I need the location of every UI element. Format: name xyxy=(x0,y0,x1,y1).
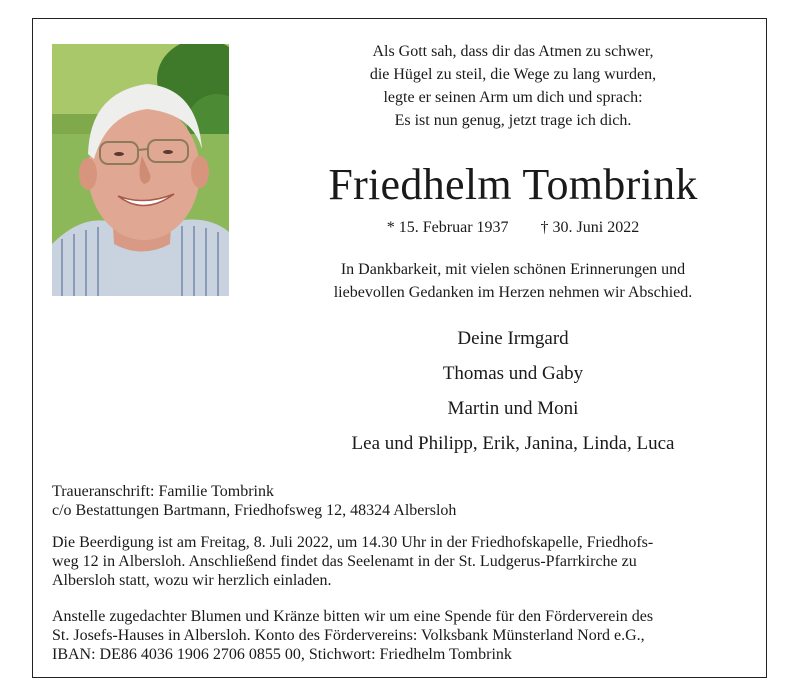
farewell-line: liebevollen Gedanken im Herzen nehmen wir Abschied. xyxy=(333,284,693,301)
funeral-line: Die Beerdigung ist am Freitag, 8. Juli 2022, um 14.30 Uhr in der Friedhofskapelle, Friedhofs- xyxy=(52,534,654,551)
poem-line: die Hügel zu steil, die Wege zu lang wurden, xyxy=(369,66,657,83)
farewell-line: In Dankbarkeit, mit vielen schönen Erinnerungen und xyxy=(340,261,686,278)
poem-line: Es ist nun genug, jetzt trage ich dich. xyxy=(394,112,632,129)
farewell-text xyxy=(270,258,756,304)
deceased-name: Friedhelm Tombrink xyxy=(328,160,698,209)
funeral-notice xyxy=(52,533,748,590)
funeral-line: Albersloh statt, wozu wir herzlich einladen. xyxy=(52,572,332,589)
donation-request xyxy=(52,607,748,664)
mourner-line: Thomas und Gaby xyxy=(442,363,584,384)
mourning-address xyxy=(52,482,748,520)
portrait-photo xyxy=(52,44,229,296)
mourner-line: Martin und Moni xyxy=(447,398,579,419)
address-line: c/o Bestattungen Bartmann, Friedhofsweg 12, 48324 Albersloh xyxy=(52,502,457,519)
address-line: Traueranschrift: Familie Tombrink xyxy=(52,483,274,500)
poem-line: legte er seinen Arm um dich und sprach: xyxy=(383,89,643,106)
donation-line: Anstelle zugedachter Blumen und Kränze bitten wir um eine Spende für den Förderverein des xyxy=(52,608,654,625)
donation-line: St. Josefs-Hauses in Albersloh. Konto des Fördervereins: Volksbank Münsterland Nord e.G., xyxy=(52,627,645,644)
death-date: † 30. Juni 2022 xyxy=(540,219,640,236)
birth-date: * 15. Februar 1937 xyxy=(386,219,509,236)
memorial-poem xyxy=(270,40,756,132)
poem-line: Als Gott sah, dass dir das Atmen zu schwer, xyxy=(372,43,654,60)
mourner-line: Lea und Philipp, Erik, Janina, Linda, Luca xyxy=(351,433,675,454)
mourner-line: Deine Irmgard xyxy=(457,328,569,349)
donation-line: IBAN: DE86 4036 1906 2706 0855 00, Stichwort: Friedhelm Tombrink xyxy=(52,646,512,663)
life-dates xyxy=(270,217,756,239)
mourners-list xyxy=(270,325,756,465)
funeral-line: weg 12 in Albersloh. Anschließend findet das Seelenamt in der St. Ludgerus-Pfarrkirche zu xyxy=(52,553,637,570)
